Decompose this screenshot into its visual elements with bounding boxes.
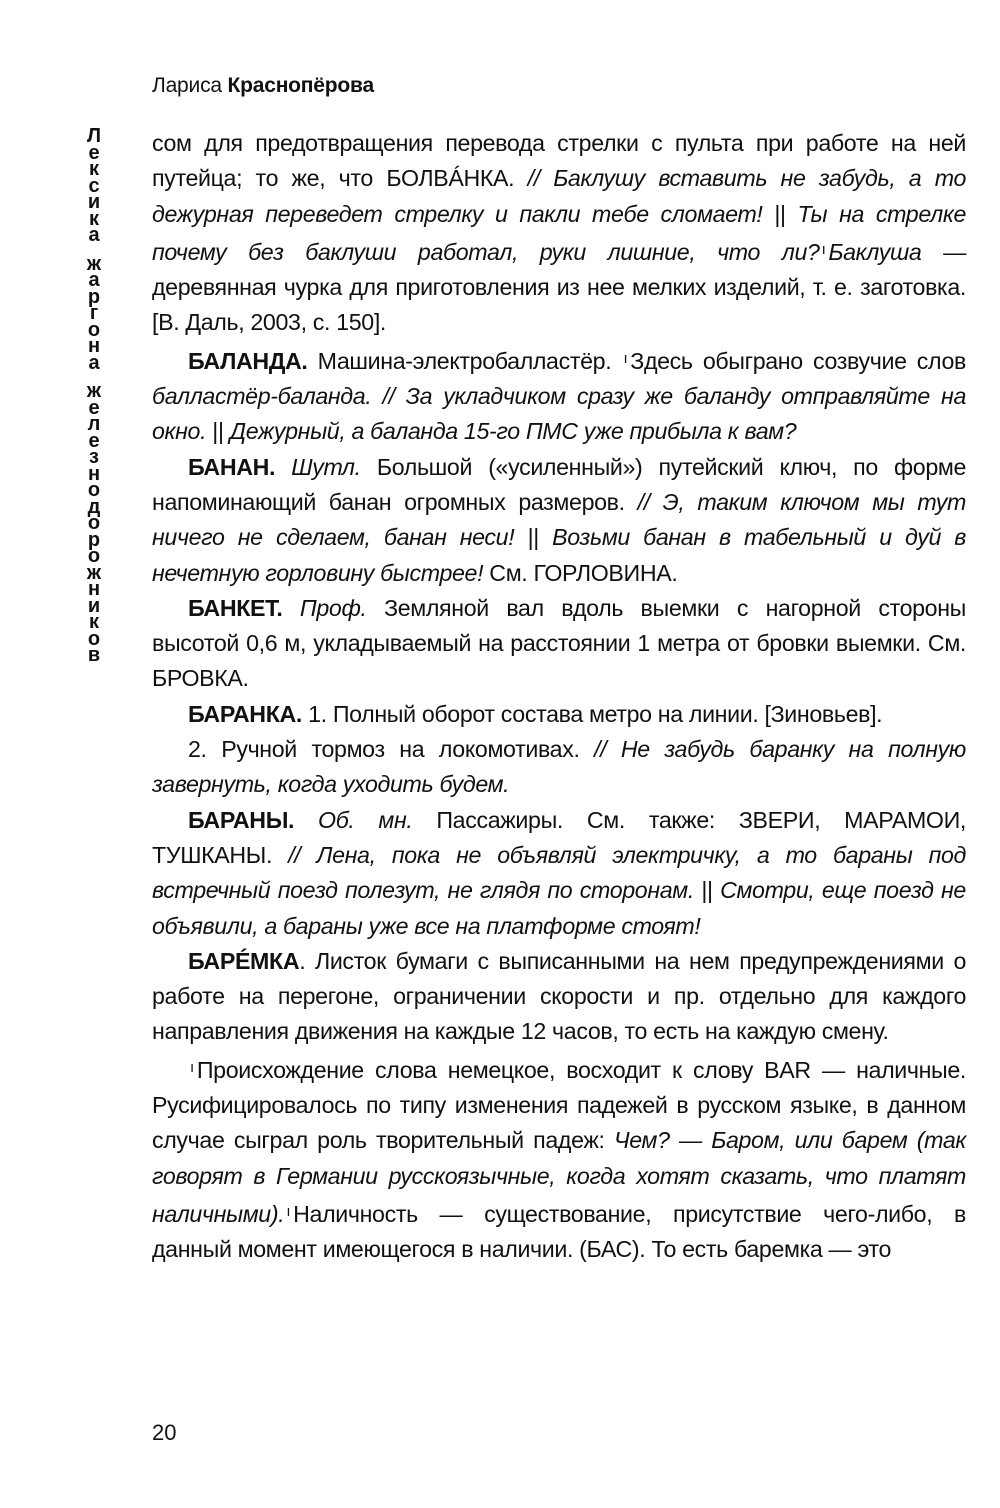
entry-baranka-1 [152,697,966,732]
entry-baranka-2 [152,732,966,803]
text-run [282,595,299,621]
side-title-letter: к [88,611,99,633]
side-title-letter: ж [86,252,102,275]
side-title-letter: а [88,269,100,291]
side-title-letter: р [87,285,101,308]
italic-text: Смотри, еще поезд не объявили, а бараны уже все на платформе стоят! [152,877,966,939]
italic-text: // Лена, пока не объявляй электричку, а то бараны под встречный поезд полезут, не глядя по сторонам. [152,841,967,904]
headword: БАРÉМКА [188,947,300,974]
author-surname: Краснопёрова [227,74,374,97]
side-title-letter: н [87,335,101,357]
text-run: См. ГОРЛОВИНА. [483,559,678,586]
side-title-letter: с [88,174,100,197]
text-run: Здесь обыграно созвучие слов [630,347,966,374]
text-run: 2. Ручной тормоз на локомотивах. [188,736,595,763]
italic-text: Дежурный, а баланда 15-го ПМС уже прибыла к вам? [229,418,797,445]
side-title-letter: г [89,302,99,324]
headword: БАНАН. [188,453,276,480]
side-title-word [82,252,106,374]
italic-text: Проф. [299,594,367,621]
side-title-letter: о [87,479,101,501]
headword: БАРАНЫ. [188,806,295,833]
side-title-letter: е [88,396,100,419]
comment-marker-icon: ı [190,1058,194,1076]
side-title-letter: к [88,207,99,230]
text-run [275,454,291,480]
side-title-letter: о [87,627,101,650]
running-head [152,74,374,98]
text-run: Пассажиры. См. также: ЗВЕРИ, МАРАМОИ, ТУШКАНЫ. [152,806,966,868]
entry-baremka [152,944,966,1050]
side-title-letter: Л [86,125,102,147]
text-run: — деревянная чурка для приготовления из нее мелких изделий, т. е. заготовка. [В. Даль, 2003, с. 150]. [152,238,966,336]
side-title-letter: и [87,191,101,213]
side-title-letter: о [87,318,101,341]
side-title-letter: к [88,158,99,180]
side-title-letter: ж [86,561,102,584]
entry-barany [152,803,966,944]
side-title-letter: и [87,594,101,617]
italic-text: балластёр-баланда. // За укладчиком сразу же баланду отправляйте на окно. [152,383,966,445]
italic-text: Об. мн. [318,806,413,833]
side-title-letter: о [87,545,101,567]
side-title-word [82,125,106,246]
italic-text: Возьми банан в табельный и дуй в нечетную горловину быстрее! [152,524,966,586]
italic-text: Шутл. [291,453,361,480]
text-run: Большой («усиленный») путейский ключ, по форме напоминающий банан огромных размеров. [152,453,967,515]
side-title-letter: а [88,351,100,374]
headword: БАЛАНДА. [188,347,308,374]
text-run: || [527,524,553,551]
text-run: || [774,200,798,227]
side-title-letter: р [87,528,101,551]
side-title-letter: д [87,495,101,518]
side-title-letter: в [87,644,101,666]
text-run: Машина-электробалластёр. [307,347,622,374]
comment-marker-icon: ı [821,240,826,258]
italic-text: // Э, таким ключом мы тут ничего не сделаем, банан неси! [152,488,967,551]
text-run [294,807,318,833]
entry-cont [152,126,966,341]
entry-origin [152,1050,966,1268]
text-run: 1. Полный оборот состава метро на линии. [Зиновьев]. [302,700,883,727]
entry-banan [152,450,966,591]
italic-text: Чем? — Баром, или барем (так говорят в Германии русскоязычные, когда хотят сказать, что платят наличными). [152,1127,966,1227]
headword: БАРАНКА. [188,700,302,727]
side-title-letter: а [88,224,100,246]
side-title-letter: о [87,512,101,534]
side-title-letter: е [88,141,100,164]
italic-text: Ты на стрелке почему без баклуши работал, руки лишние, что ли? [152,200,966,265]
entry-banket [152,591,966,697]
comment-marker-icon: ı [286,1202,291,1220]
author-first-name: Лариса [152,74,228,97]
comment-marker-icon: ı [623,349,628,367]
headword: БАНКЕТ. [188,594,283,621]
side-title-letter: л [87,413,101,435]
text-run: || [212,418,230,445]
italic-text: // Баклушу вставить не забудь, а то дежурная переведет стрелку и пакли тебе сломает! [152,165,966,227]
side-title-letter: н [87,462,101,485]
italic-text: Баклуша [828,238,922,265]
text-run: . Листок бумаги с выписанными на нем предупреждениями о работе на перегоне, ограничении скорости и пр. отдельно для каждого направления движения на каждые 12 часов, то есть на каждую смену. [152,947,966,1045]
side-title-letter: ж [86,380,102,402]
italic-text: // Не забудь баранку на полную завернуть, когда уходить будем. [152,736,966,798]
page-number: 20 [152,1420,177,1445]
text-run: сом для предотвращения перевода стрелки с пульта при работе на ней путейца; то же, что БОЛВÁНКА. [152,130,966,192]
text-run: || [701,877,721,904]
side-title-word [82,380,106,666]
side-title-letter: е [88,429,100,452]
vertical-section-title [82,125,106,676]
dictionary-body [152,126,966,1268]
text-run: Наличность — существование, присутствие чего-либо, в данный момент имеющегося в наличии. (БАС). То есть баремка — это [152,1200,966,1263]
entry-balanda [152,341,966,450]
text-run: Земляной вал вдоль выемки с нагорной стороны высотой 0,6 м, укладываемый на расстоянии 1 метра от бровки выемки. См. БРОВКА. [152,594,967,692]
text-run: Происхождение слова немецкое, восходит к слову BAR — наличные. Русифицировалось по типу изменения падежей в русском языке, в данном случае сыграл роль творительный падеж: [152,1056,966,1154]
side-title-letter: н [87,578,101,600]
side-title-letter: з [89,446,99,468]
